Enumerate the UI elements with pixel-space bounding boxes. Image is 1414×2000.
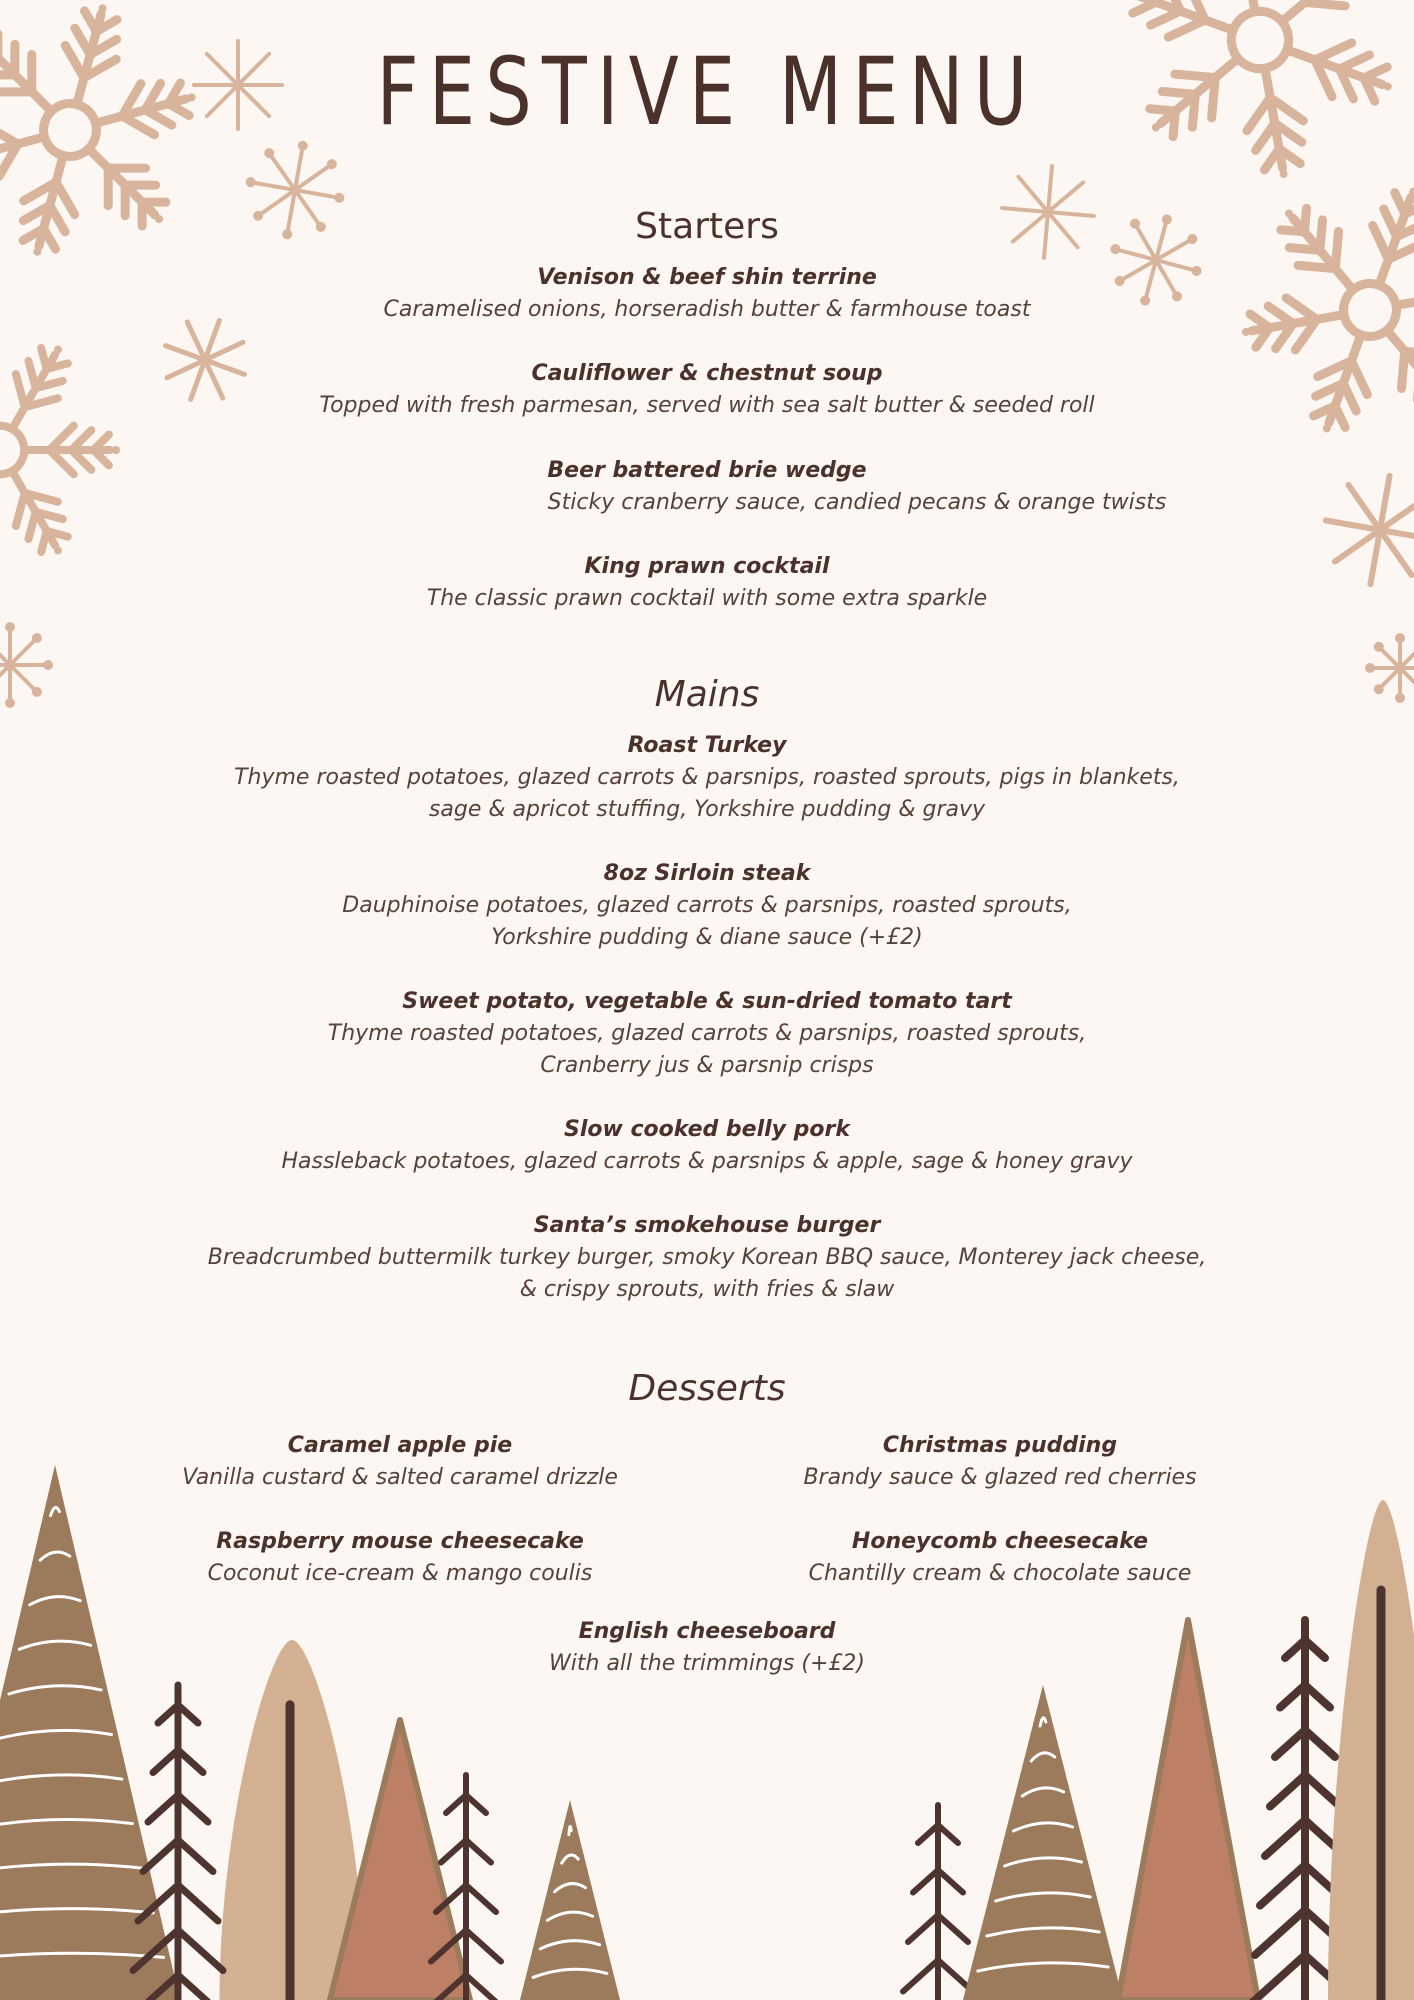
tree-icon	[903, 1805, 973, 2000]
starter-name: Beer battered brie wedge	[547, 458, 867, 483]
main-item	[100, 858, 1314, 954]
dessert-name: Christmas pudding	[882, 1433, 1118, 1458]
snowflake-icon	[1316, 466, 1414, 593]
main-desc: Hassleback potatoes, glazed carrots & parsnips & apple, sage & honey gravy	[281, 1149, 1133, 1174]
main-name: Roast Turkey	[627, 733, 787, 758]
dessert-desc: Chantilly cream & chocolate sauce	[808, 1561, 1192, 1586]
main-desc: Dauphinoise potatoes, glazed carrots & parsnips, roasted sprouts, Yorkshire pudding & diane sauce (+£2)	[342, 893, 1072, 950]
dessert-name: Honeycomb cheesecake	[851, 1529, 1149, 1554]
menu-title: FESTIVE MENU	[376, 38, 1038, 147]
dessert-name: Raspberry mouse cheesecake	[216, 1529, 584, 1554]
dessert-item	[700, 1430, 1300, 1494]
starter-name: King prawn cocktail	[584, 554, 830, 579]
starters-heading: Starters	[635, 206, 779, 247]
starter-item	[100, 358, 1314, 422]
dessert-item	[100, 1526, 700, 1590]
main-name: 8oz Sirloin steak	[603, 861, 811, 886]
main-item	[100, 986, 1314, 1082]
tree-icon	[1328, 1500, 1414, 2000]
starter-desc: Sticky cranberry sauce, candied pecans & orange twists	[547, 490, 1167, 515]
starter-name: Cauliflower & chestnut soup	[531, 361, 883, 386]
dessert-desc: Vanilla custard & salted caramel drizzle	[182, 1465, 618, 1490]
starter-item	[100, 262, 1314, 326]
starter-desc: Topped with fresh parmesan, served with sea salt butter & seeded roll	[319, 393, 1095, 418]
dessert-name: English cheeseboard	[578, 1619, 836, 1644]
dessert-item	[100, 1430, 700, 1494]
dessert-item	[100, 1616, 1314, 1680]
dessert-desc: Coconut ice-cream & mango coulis	[207, 1561, 593, 1586]
dessert-desc: Brandy sauce & glazed red cherries	[803, 1465, 1197, 1490]
main-desc: Breadcrumbed buttermilk turkey burger, smoky Korean BBQ sauce, Monterey jack cheese, & crispy sprouts, with fries & slaw	[207, 1245, 1207, 1302]
starter-item	[300, 455, 1314, 519]
starter-desc: Caramelised onions, horseradish butter & farmhouse toast	[383, 297, 1031, 322]
main-desc: Thyme roasted potatoes, glazed carrots & parsnips, roasted sprouts, Cranberry jus & parsnip crisps	[327, 1021, 1087, 1078]
main-name: Santa’s smokehouse burger	[533, 1213, 881, 1238]
main-item	[100, 1210, 1314, 1306]
main-desc: Thyme roasted potatoes, glazed carrots & parsnips, roasted sprouts, pigs in blankets, sage & apricot stuffing, Yorkshire pudding & gravy	[234, 765, 1180, 822]
main-name: Sweet potato, vegetable & sun-dried tomato tart	[402, 989, 1012, 1014]
dessert-item	[700, 1526, 1300, 1590]
starter-item	[100, 551, 1314, 615]
dessert-desc: With all the trimmings (+£2)	[549, 1651, 865, 1676]
desserts-heading: Desserts	[628, 1368, 786, 1409]
tree-icon	[520, 1800, 620, 2000]
dessert-name: Caramel apple pie	[287, 1433, 513, 1458]
starter-name: Venison & beef shin terrine	[537, 265, 877, 290]
main-item	[100, 1114, 1314, 1178]
main-name: Slow cooked belly pork	[563, 1117, 851, 1142]
tree-icon	[963, 1685, 1123, 2000]
main-item	[100, 730, 1314, 826]
mains-heading: Mains	[654, 674, 760, 715]
starter-desc: The classic prawn cocktail with some extra sparkle	[426, 586, 988, 611]
